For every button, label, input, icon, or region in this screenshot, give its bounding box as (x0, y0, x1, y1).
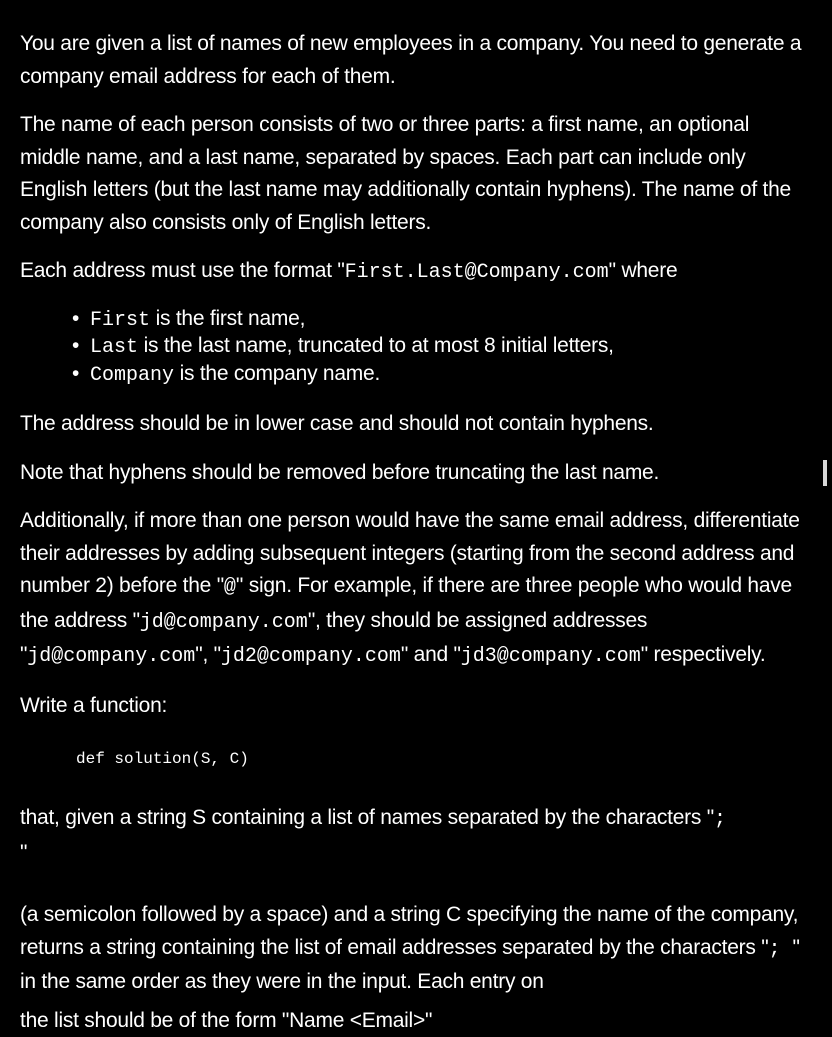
resize-handle-icon[interactable] (823, 460, 827, 486)
format-text-before: Each address must use the format " (20, 259, 345, 282)
format-paragraph (20, 255, 810, 290)
duplicates-text-1: Additionally, if more than one person would have the same email address, differentiate their addresses by adding subsequent integers (starting from the second address and number 2) before the " (20, 509, 800, 597)
duplicates-text-3: ", they should be assigned addresses " (20, 608, 648, 666)
lowercase-paragraph: The address should be in lower case and should not contain hyphens. (20, 412, 654, 435)
hyphen-note-paragraph: Note that hyphens should be removed before truncating the last name. (20, 460, 660, 484)
list-item (72, 361, 810, 389)
bullet-icon: • (72, 334, 80, 357)
given-text-after: " (20, 840, 28, 864)
format-text-after: " where (608, 259, 678, 282)
returns-text-2: " in the same order as they were in the input. Each entry on (20, 935, 800, 993)
returns-paragraph (20, 899, 810, 999)
at-sign-code: @ (223, 576, 236, 599)
list-item-code: First (90, 308, 151, 332)
list-item (72, 306, 810, 334)
intro-paragraph: You are given a list of names of new employees in a company. You need to generate a company email address for each of them. (20, 32, 802, 88)
example-address-1-code: jd@company.com (27, 645, 196, 668)
separator-code: ; (713, 808, 726, 831)
format-code: First.Last@Company.com (344, 261, 609, 284)
bullet-icon: • (72, 306, 80, 330)
name-rules-paragraph: The name of each person consists of two or three parts: a first name, an optional middle name, and a last name, separated by spaces. Each part can include only English letters (but the last name may additionally contain hyphens). The name of the company also consists only of English letters. (20, 113, 791, 234)
function-signature-code: def solution(S, C) (76, 750, 249, 768)
example-address-code: jd@company.com (139, 610, 308, 634)
cut-off-line: the list should be of the form "Name <Email>" (20, 1009, 433, 1032)
example-address-2-code: jd2@company.com (220, 645, 401, 668)
duplicates-text-5: " and " (400, 643, 461, 666)
write-function-paragraph: Write a function: (20, 693, 168, 717)
duplicates-text-4: ", " (195, 643, 221, 666)
bullet-icon: • (72, 361, 80, 385)
format-parts-list (20, 306, 810, 389)
example-address-3-code: jd3@company.com (460, 645, 641, 668)
given-text-before: that, given a string S containing a list of names separated by the characters " (20, 806, 714, 829)
list-item-text: is the last name, truncated to at most 8 initial letters, (138, 334, 614, 357)
list-item (72, 333, 810, 361)
duplicates-paragraph (20, 505, 810, 674)
given-string-paragraph (20, 802, 810, 869)
separator-code-2: ; (768, 937, 793, 961)
duplicates-text-6: " respectively. (640, 643, 766, 666)
list-item-code: Company (90, 363, 175, 387)
list-item-text: is the company name. (174, 361, 381, 385)
problem-statement (20, 28, 810, 1015)
list-item-code: Last (90, 336, 139, 359)
returns-text-1: (a semicolon followed by a space) and a string C specifying the name of the company, returns a string containing the list of email addresses separated by the characters " (20, 903, 799, 959)
duplicates-text-2: " sign. For example, if there are three people who would have the address " (20, 574, 792, 632)
list-item-text: is the first name, (150, 306, 306, 330)
